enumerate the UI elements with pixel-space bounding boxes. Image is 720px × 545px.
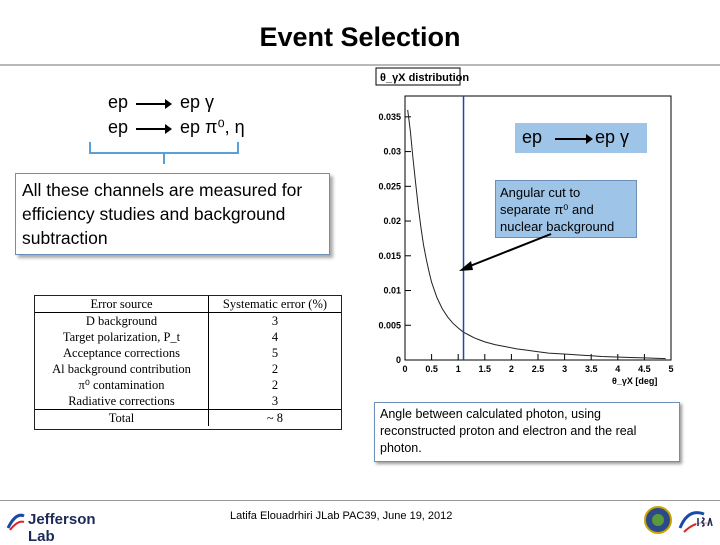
reaction-1-initial: ep [108, 92, 129, 112]
y-tick-label: 0.02 [383, 216, 401, 227]
reaction-1-final: ep γ [180, 92, 215, 112]
x-tick-label: 5 [668, 364, 674, 374]
chart-reaction-initial: ep [522, 127, 543, 147]
table-row [35, 345, 341, 361]
table-cell-error: 2 [271, 362, 279, 376]
pointer-arrow [455, 230, 555, 275]
table-row [35, 361, 341, 377]
y-tick-label: 0.03 [383, 146, 401, 157]
table-cell-error: 3 [271, 314, 279, 328]
x-tick-label: 3.5 [584, 364, 598, 374]
table-total-value: ~ 8 [209, 410, 342, 427]
x-tick-label: 0 [402, 364, 408, 374]
jlab-logo-text: Jefferson Lab [28, 511, 96, 545]
x-tick-label: 2 [508, 364, 514, 374]
table-cell-source: Acceptance corrections [35, 345, 209, 361]
table-cell-source: D background [35, 313, 209, 330]
table-cell-error: 5 [271, 346, 279, 360]
caption-box [374, 402, 680, 462]
table-header-error: Systematic error (%) [209, 296, 342, 313]
table-row [35, 377, 341, 393]
table-row [35, 329, 341, 345]
jlab-mark-icon [6, 510, 26, 532]
reaction-2-arrow [136, 128, 170, 130]
table-row [35, 393, 341, 410]
table-cell-source: Radiative corrections [35, 393, 209, 410]
x-tick-label: 1 [455, 364, 461, 374]
jsa-logo-icon [676, 504, 716, 536]
x-tick-label: 2.5 [531, 364, 545, 374]
caption-text: Angle between calculated photon, using reconstructed proton and electron and the real photon. [380, 407, 637, 455]
systematic-error-table [34, 295, 342, 430]
table-cell-source: π⁰ contamination [35, 377, 209, 393]
table-cell-error: 2 [271, 378, 279, 392]
angular-cut-text: Angular cut to separate π⁰ and nuclear background [500, 185, 615, 234]
jefferson-lab-logo [6, 508, 120, 545]
chart-reaction-arrow [555, 138, 591, 140]
reaction-1-arrow [136, 103, 170, 105]
y-tick-label: 0.015 [378, 250, 401, 261]
table-cell-source: Target polarization, P_t [35, 329, 209, 345]
x-tick-label: 4.5 [638, 364, 651, 374]
footer-divider [0, 500, 720, 501]
table-header-source: Error source [35, 296, 209, 313]
chart-xlabel: θ_γX [deg] [612, 376, 658, 386]
y-tick-label: 0.01 [383, 285, 401, 296]
reaction-2-initial: ep [108, 117, 129, 137]
channels-note-text: All these channels are measured for efficiency studies and background subtraction [22, 180, 303, 248]
x-tick-label: 0.5 [425, 364, 438, 374]
channels-bracket [88, 140, 240, 166]
table-cell-error: 4 [271, 330, 279, 344]
y-tick-label: 0 [395, 355, 401, 365]
y-tick-label: 0.035 [378, 111, 401, 122]
reaction-2-final: ep π⁰, η [180, 117, 245, 137]
x-tick-label: 1.5 [478, 364, 492, 374]
table-total-label: Total [35, 410, 209, 427]
x-tick-label: 4 [615, 364, 621, 374]
table-total-row [35, 410, 341, 427]
doe-seal-icon [643, 505, 673, 535]
page-title: Event Selection [259, 22, 461, 52]
y-tick-label: 0.025 [378, 181, 401, 192]
x-tick-label: 3 [562, 364, 568, 374]
chart-reaction-final: ep γ [595, 127, 630, 147]
footer-text: Latifa Elouadrhiri JLab PAC39, June 19, 2012 [230, 510, 453, 522]
chart-reaction-box [515, 123, 647, 153]
table-cell-error: 3 [271, 394, 279, 408]
table-cell-source: Al background contribution [35, 361, 209, 377]
table-row [35, 313, 341, 330]
channels-note-box [15, 173, 330, 255]
y-tick-label: 0.005 [378, 320, 401, 331]
chart-title: θ_γX distribution [380, 72, 470, 84]
